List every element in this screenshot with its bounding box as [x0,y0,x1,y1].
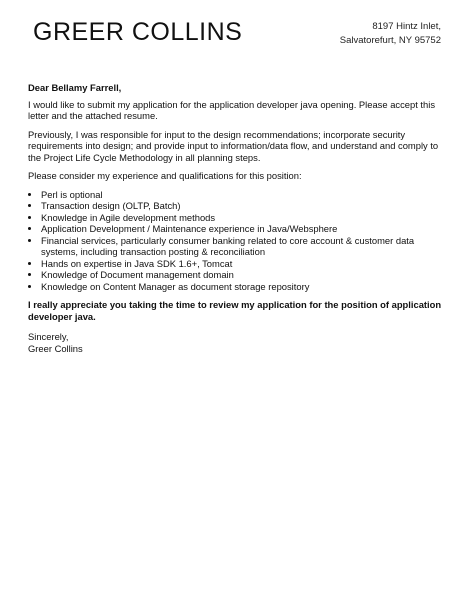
list-item: • Perl is optional [41,189,448,201]
address-line-2: Salvatorefurt, NY 95752 [339,35,441,46]
signoff: Sincerely, [28,331,69,342]
address-line-1: 8197 Hintz Inlet, [372,21,441,32]
address-block [340,20,441,48]
list-item: • Financial services, particularly consumer banking related to core account & customer data systems, including transaction posting & reconciliation [41,235,448,258]
letter-body [28,82,448,354]
list-item: • Knowledge in Agile development methods [41,212,448,224]
applicant-name: GREER COLLINS [33,18,243,46]
list-item: • Knowledge on Content Manager as document storage repository [41,281,448,293]
greeting: Dear Bellamy Farrell, [28,82,122,93]
signature-name: Greer Collins [28,342,83,354]
list-item: • Application Development / Maintenance experience in Java/Websphere [41,223,448,235]
intro-paragraph: I would like to submit my application for the application developer java opening. Please accept this letter and the attached resume. [28,98,436,121]
list-item: • Hands on expertise in Java SDK 1.6+, Tomcat [41,258,448,270]
list-item: • Knowledge of Document management domain [41,269,448,281]
qualifications-list [28,189,448,293]
list-item: • Transaction design (OLTP, Batch) [41,200,448,212]
closing-statement: I really appreciate you taking the time to review my application for the position of application developer java. [28,299,442,322]
experience-paragraph: Previously, I was responsible for input to the design recommendations; incorporate security requirements into design; and provide input to information/data flow, and understand and comply to the Project Life Cycle Methodology in all planning steps. [28,128,439,163]
qualifications-intro: Please consider my experience and qualifications for this position: [28,170,302,181]
